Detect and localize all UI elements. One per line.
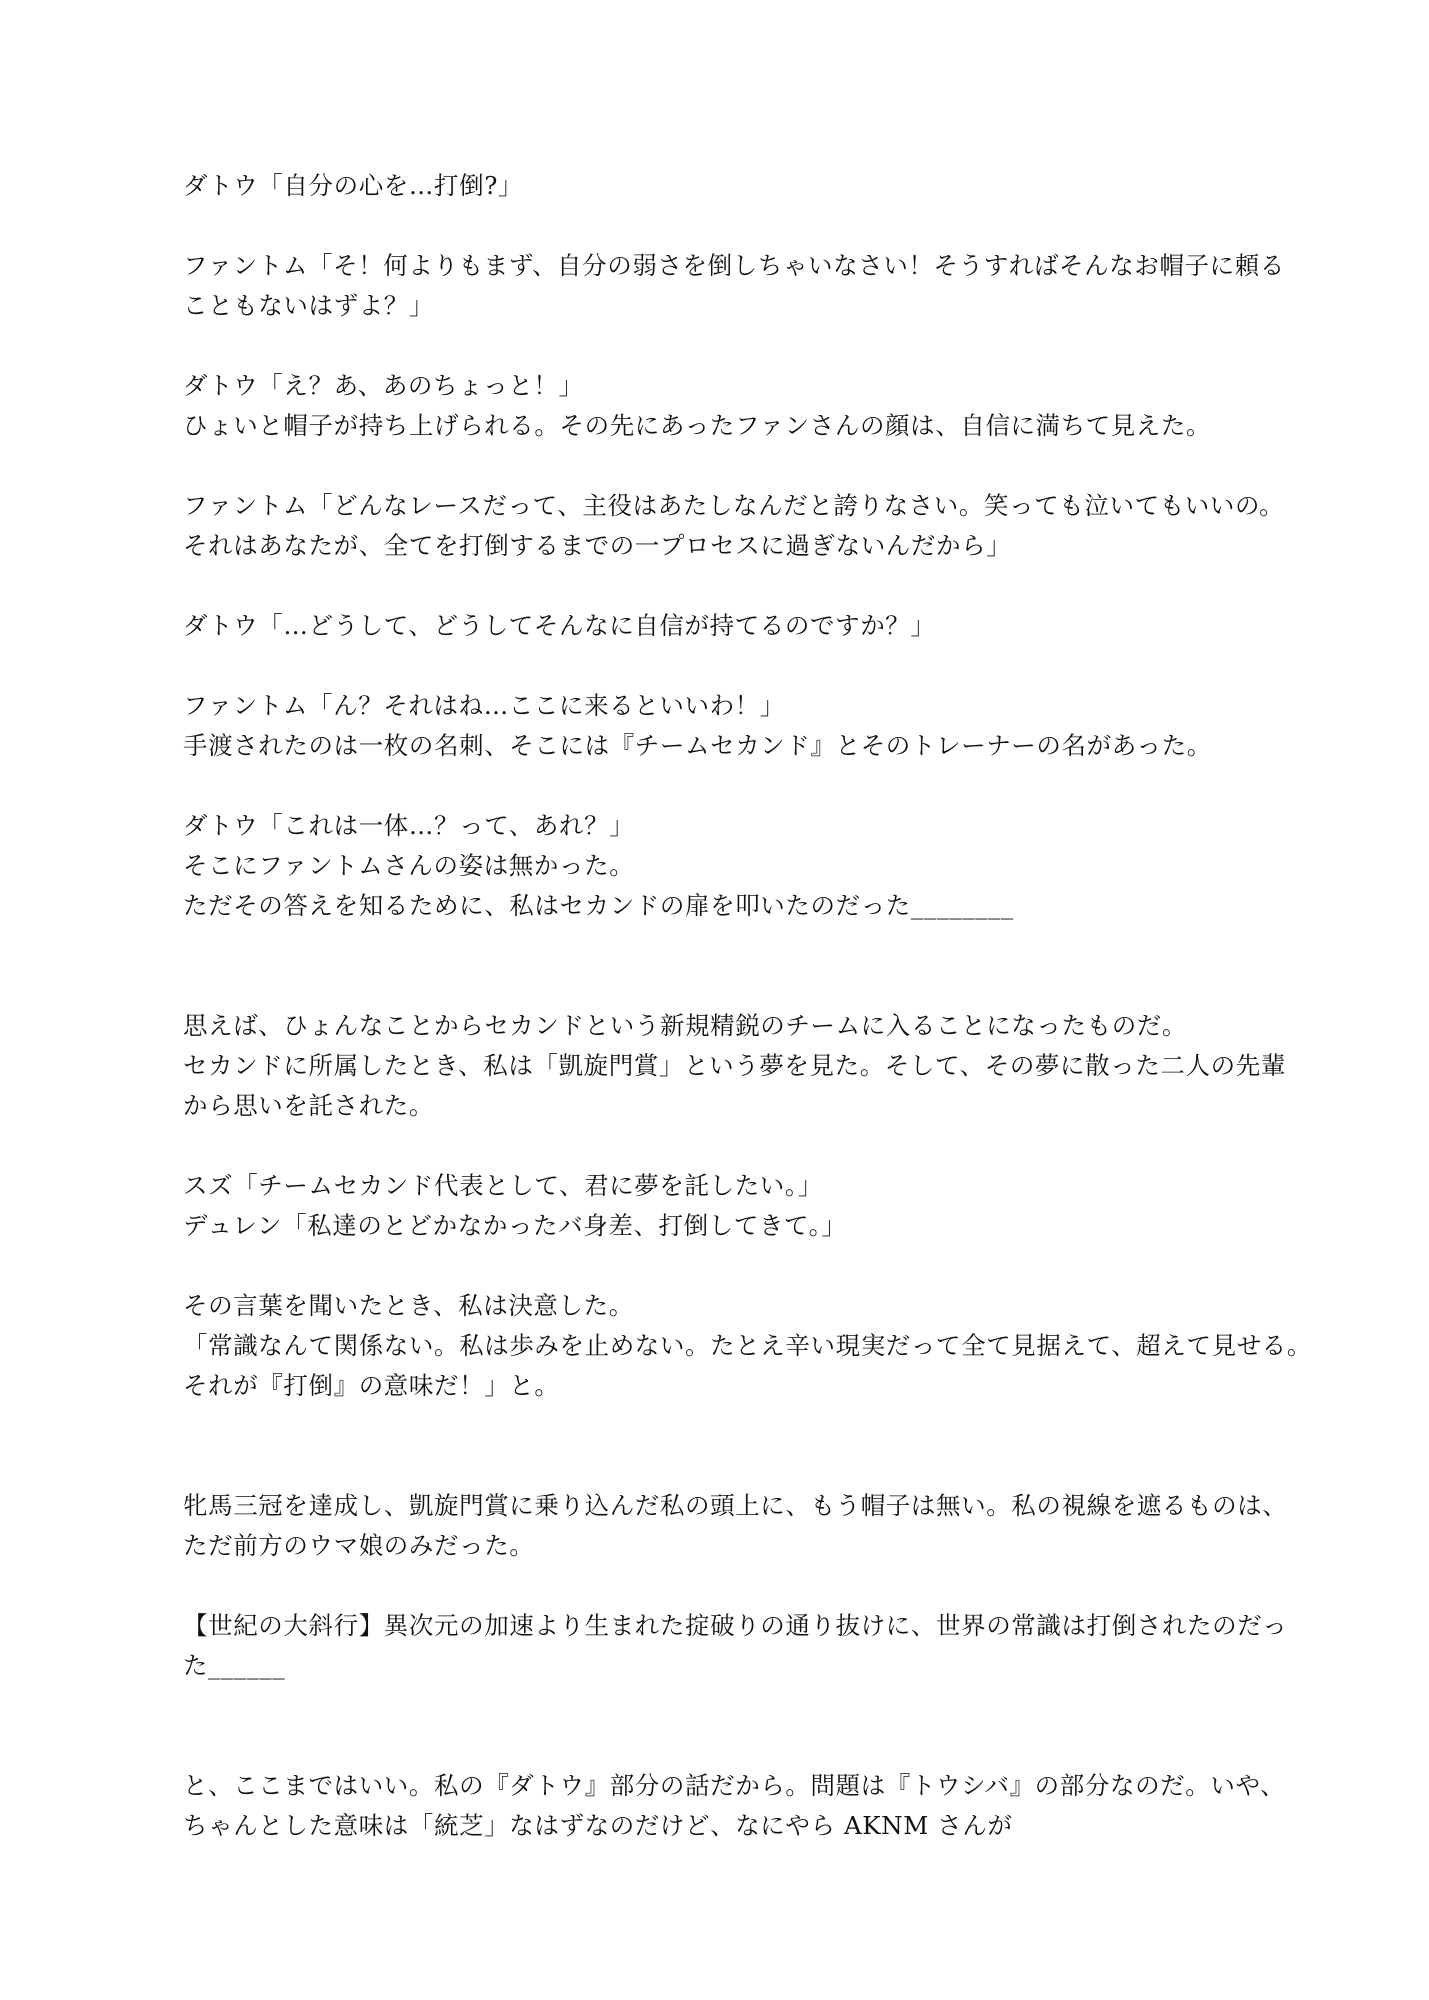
paragraph-gap (183, 926, 1263, 966)
text-line: 手渡されたのは一枚の名刺、そこには『チームセカンド』とそのトレーナーの名があった。 (183, 731, 1212, 760)
text-line: と、ここまではいい。私の『ダトウ』部分の話だから。問題は『トウシバ』の部分なのだ。いや、 (183, 1771, 1286, 1800)
text-line: それはあなたが、全てを打倒するまでの一プロセスに過ぎないんだから」 (183, 531, 1012, 560)
paragraph-gap (183, 1566, 1263, 1606)
text-line: そこにファントムさんの姿は無かった。 (183, 851, 635, 880)
text-line: こともないはずよ？」 (183, 291, 434, 320)
text-line: スズ「チームセカンド代表として、君に夢を託したい。」 (183, 1171, 823, 1200)
text-line: ひょいと帽子が持ち上げられる。その先にあったファンさんの顔は、自信に満ちて見えた。 (183, 411, 1212, 440)
paragraph-gap (183, 446, 1263, 486)
paragraph-gap (183, 766, 1263, 806)
text-line: ただその答えを知るために、私はセカンドの扉を叩いたのだった________ (183, 891, 1014, 920)
text-line: その言葉を聞いたとき、私は決意した。 (183, 1291, 634, 1320)
text-line: ファントム「ん？それはね…ここに来るといいわ！」 (183, 691, 785, 720)
text-line: ダトウ「…どうして、どうしてそんなに自信が持てるのですか？」 (183, 611, 936, 640)
section-gap (183, 1726, 1263, 1766)
text-line: ちゃんとした意味は「統芝」なはずなのだけど、なにやら AKNM さんが (183, 1811, 1013, 1840)
paragraph-gap (183, 326, 1263, 366)
text-line: 思えば、ひょんなことからセカンドという新規精鋭のチームに入ることになったものだ。 (183, 1011, 1187, 1040)
text-line: ファントム「どんなレースだって、主役はあたしなんだと誇りなさい。笑っても泣いてもいいの。 (183, 491, 1285, 520)
paragraph-gap (183, 206, 1263, 246)
text-line: 牝馬三冠を達成し、凱旋門賞に乗り込んだ私の頭上に、もう帽子は無い。私の視線を遮るものは、 (183, 1491, 1288, 1520)
text-line: デュレン「私達のとどかなかったバ身差、打倒してきて。」 (183, 1211, 847, 1240)
paragraph-gap (183, 1126, 1263, 1166)
section-gap (183, 966, 1263, 1006)
paragraph-gap (183, 1686, 1263, 1726)
text-line: から思いを託された。 (183, 1091, 434, 1120)
text-line: それが『打倒』の意味だ！」と。 (183, 1371, 560, 1400)
text-line: 【世紀の大斜行】異次元の加速より生まれた掟破りの通り抜けに、世界の常識は打倒されたのだっ (183, 1611, 1288, 1640)
text-line: ダトウ「え？あ、あのちょっと！」 (183, 371, 584, 400)
paragraph-gap (183, 646, 1263, 686)
text-line: た______ (183, 1651, 286, 1680)
section-gap (183, 1446, 1263, 1486)
text-line: ファントム「そ！何よりもまず、自分の弱さを倒しちゃいなさい！そうすればそんなお帽子に頼る (183, 251, 1285, 280)
text-line: ダトウ「これは一体…？って、あれ？」 (183, 811, 635, 840)
text-line: セカンドに所属したとき、私は「凱旋門賞」という夢を見た。そして、その夢に散った二人の先輩 (183, 1051, 1286, 1080)
text-line: 「常識なんて関係ない。私は歩みを止めない。たとえ辛い現実だって全て見据えて、超えて見せる。 (183, 1331, 1313, 1360)
document-body (183, 166, 1313, 1846)
paragraph-gap (183, 1406, 1263, 1446)
text-line: ただ前方のウマ娘のみだった。 (183, 1531, 535, 1560)
paragraph-gap (183, 566, 1263, 606)
text-line: ダトウ「自分の心を…打倒?」 (183, 171, 524, 200)
paragraph-gap (183, 1246, 1263, 1286)
